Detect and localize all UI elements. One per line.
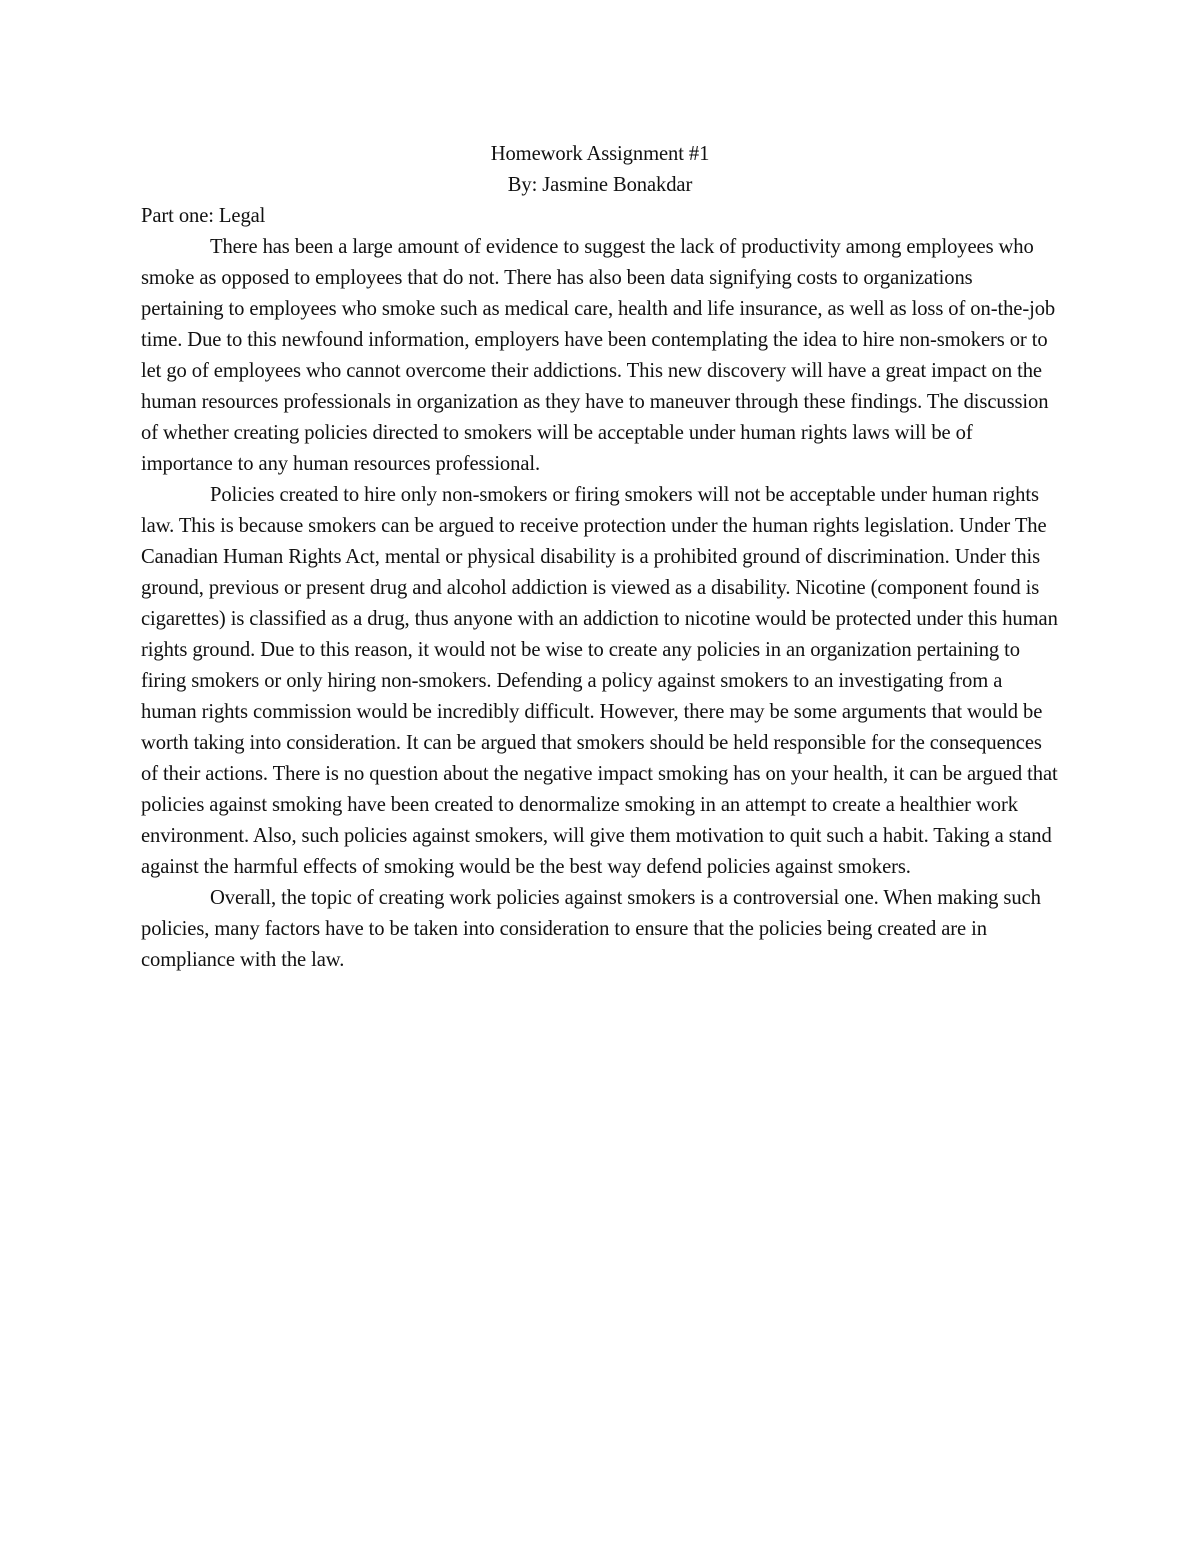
paragraph-1: There has been a large amount of evidence to suggest the lack of productivity among employees who smoke as opposed to employees that do not. There has also been data signifying costs to organizations pertaining to employees who smoke such as medical care, health and life insurance, as well as loss of on-the-job time. Due to this newfound information, employers have been contemplating the idea to hire non-smokers or to let go of employees who cannot overcome their addictions. This new discovery will have a great impact on the human resources professionals in organization as they have to maneuver through these findings. The discussion of whether creating policies directed to smokers will be acceptable under human rights laws will be of importance to any human resources professional.: [141, 236, 1056, 475]
paragraph-2: Policies created to hire only non-smokers or firing smokers will not be acceptable under human rights law. This is because smokers can be argued to receive protection under the human rights legislation. Under The Canadian Human Rights Act, mental or physical disability is a prohibited ground of discrimination. Under this ground, previous or present drug and alcohol addiction is viewed as a disability. Nicotine (component found is cigarettes) is classified as a drug, thus anyone with an addiction to nicotine would be protected under this human rights ground. Due to this reason, it would not be wise to create any policies in an organization pertaining to firing smokers or only hiring non-smokers. Defending a policy against smokers to an investigating from a human rights commission would be incredibly difficult. However, there may be some arguments that would be worth taking into consideration. It can be argued that smokers should be held responsible for the consequences of their actions. There is no question about the negative impact smoking has on your health, it can be argued that policies against smoking have been created to denormalize smoking in an attempt to create a healthier work environment. Also, such policies against smokers, will give them motivation to quit such a habit. Taking a stand against the harmful effects of smoking would be the best way defend policies against smokers.: [141, 484, 1058, 878]
paragraph-3: Overall, the topic of creating work policies against smokers is a controversial one. When making such policies, many factors have to be taken into consideration to ensure that the policies being created are in compliance with the law.: [141, 887, 1041, 971]
author-line: By: Jasmine Bonakdar: [507, 174, 693, 196]
section-heading: Part one: Legal: [141, 205, 266, 227]
document-body: [141, 139, 1059, 976]
document-title: Homework Assignment #1: [490, 143, 710, 165]
